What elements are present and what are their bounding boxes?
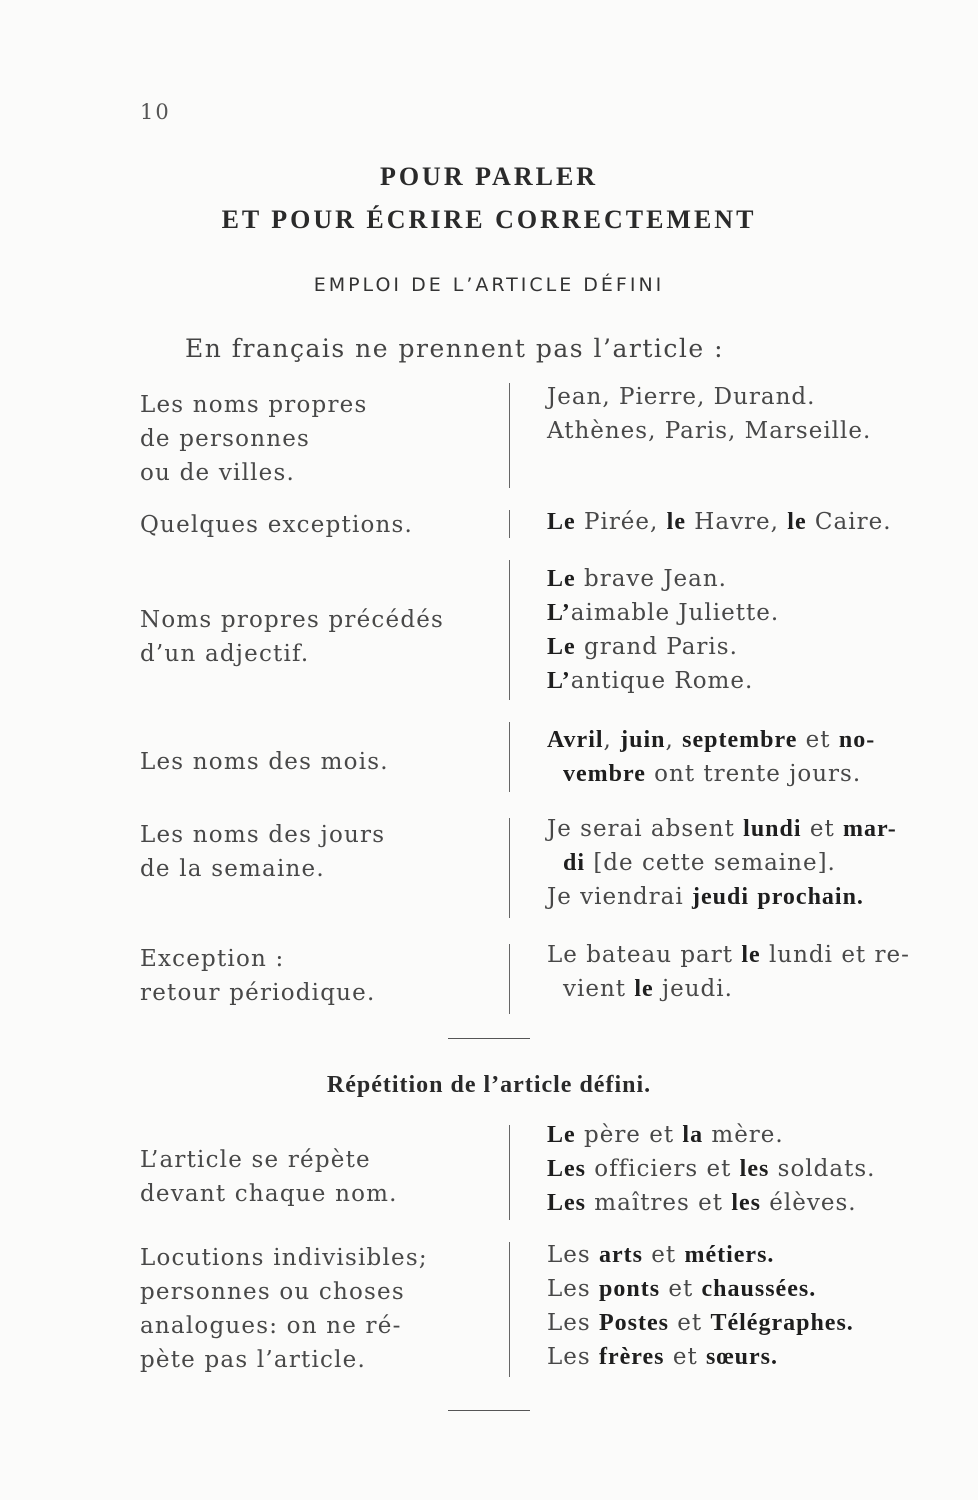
rule-examples: [547, 812, 927, 914]
example-line: [547, 664, 927, 698]
example-text: Athènes, Paris, Marseille.: [547, 418, 872, 444]
column-divider: [509, 722, 510, 792]
article-emphasis: Télégraphes.: [710, 1310, 854, 1336]
article-emphasis: la: [682, 1122, 704, 1148]
column-divider: [509, 510, 510, 538]
example-text: Jean, Pierre, Durand.: [547, 384, 816, 410]
article-emphasis: Le: [547, 566, 576, 592]
rule-examples: [547, 1238, 927, 1374]
article-emphasis: frères: [599, 1344, 665, 1370]
example-line: [547, 723, 927, 757]
article-emphasis: ponts: [599, 1276, 661, 1302]
example-text: brave Jean.: [575, 566, 727, 592]
example-line: [547, 596, 927, 630]
description-line: personnes ou choses: [140, 1279, 405, 1305]
example-text: Havre,: [685, 509, 788, 535]
column-divider: [509, 944, 510, 1014]
example-line: [547, 380, 927, 414]
article-emphasis: Les: [547, 1190, 586, 1216]
article-emphasis: prochain.: [757, 884, 864, 910]
rule-examples: [547, 380, 927, 448]
example-text: lundi et re-: [760, 942, 910, 968]
example-line: [547, 414, 927, 448]
rule-examples: [547, 938, 927, 1006]
article-emphasis: le: [741, 942, 761, 968]
rule-description: [140, 818, 485, 886]
example-text: Pirée,: [575, 509, 667, 535]
description-line: de personnes: [140, 426, 311, 452]
example-text: et: [797, 727, 839, 753]
article-emphasis: L’: [547, 668, 571, 694]
rule-description: [140, 1241, 485, 1377]
section-2-title: Répétition de l’article défini.: [326, 1072, 652, 1098]
example-text: Caire.: [806, 509, 892, 535]
example-line: [547, 562, 927, 596]
subtitle: EMPLOI DE L’ARTICLE DÉFINI: [313, 274, 665, 296]
article-emphasis: Le: [547, 1122, 576, 1148]
example-text: Je viendrai: [547, 884, 693, 910]
description-line: Locutions indivisibles;: [140, 1245, 428, 1271]
example-text: père et: [575, 1122, 683, 1148]
example-line: [547, 938, 927, 972]
description-line: Les noms propres: [140, 392, 368, 418]
example-line: [547, 1186, 927, 1220]
example-line: [547, 1152, 927, 1186]
rule-description: [140, 942, 485, 1010]
example-text: jeudi.: [653, 976, 733, 1002]
rule-description: [140, 603, 485, 671]
rule-description: [140, 388, 485, 490]
article-emphasis: Avril: [547, 727, 604, 753]
rule-description: [140, 508, 485, 542]
description-line: Les noms des mois.: [140, 749, 389, 775]
article-emphasis: mar-: [843, 816, 897, 842]
example-text: ,: [603, 727, 621, 753]
example-text: Les: [547, 1242, 599, 1268]
article-emphasis: le: [634, 976, 654, 1002]
example-line: [547, 1340, 927, 1374]
rule-examples: [547, 505, 927, 539]
example-text: ont trente jours.: [645, 761, 862, 787]
title-line-2: ET POUR ÉCRIRE CORRECTEMENT: [221, 205, 757, 234]
description-line: de la semaine.: [140, 856, 325, 882]
description-line: Exception :: [140, 946, 285, 972]
example-line: [547, 505, 927, 539]
article-emphasis: di: [563, 850, 586, 876]
column-divider: [509, 560, 510, 700]
column-divider: [509, 1242, 510, 1377]
article-emphasis: le: [787, 509, 807, 535]
example-text: et: [664, 1344, 706, 1370]
example-text: Les: [547, 1310, 599, 1336]
example-text: maîtres et: [586, 1190, 732, 1216]
article-emphasis: Le: [547, 634, 576, 660]
column-divider: [509, 818, 510, 918]
description-line: Les noms des jours: [140, 822, 386, 848]
example-text: et: [642, 1242, 685, 1268]
article-emphasis: juin: [620, 727, 666, 753]
description-line: d’un adjectif.: [140, 641, 310, 667]
article-emphasis: vembre: [563, 761, 646, 787]
article-emphasis: lundi: [743, 816, 802, 842]
example-text: et: [801, 816, 844, 842]
example-line: [547, 1118, 927, 1152]
example-text: et: [660, 1276, 702, 1302]
example-text: élèves.: [761, 1190, 857, 1216]
example-line: [547, 1306, 927, 1340]
example-line: [547, 880, 927, 914]
article-emphasis: le: [666, 509, 686, 535]
end-divider: [448, 1410, 530, 1411]
article-emphasis: no-: [838, 727, 876, 753]
article-emphasis: septembre: [682, 727, 798, 753]
example-text: Je serai absent: [547, 816, 744, 842]
article-emphasis: jeudi: [692, 884, 750, 910]
description-line: ou de villes.: [140, 460, 296, 486]
page-number: 10: [140, 100, 171, 124]
title-line-1: POUR PARLER: [379, 162, 599, 191]
example-text: Le bateau part: [547, 942, 742, 968]
example-line: [547, 630, 927, 664]
example-line: [547, 812, 927, 846]
description-line: Quelques exceptions.: [140, 512, 414, 538]
example-line: [547, 846, 927, 880]
example-line: [547, 1272, 927, 1306]
column-divider: [509, 1125, 510, 1220]
rule-examples: [547, 723, 927, 791]
rule-examples: [547, 562, 927, 698]
example-text: [de cette semaine].: [585, 850, 836, 876]
example-line: [547, 1238, 927, 1272]
article-emphasis: Postes: [599, 1310, 669, 1336]
article-emphasis: les: [731, 1190, 761, 1216]
description-line: pète pas l’article.: [140, 1347, 366, 1373]
intro-text: En français ne prennent pas l’article :: [185, 334, 725, 363]
example-text: mère.: [703, 1122, 784, 1148]
rule-examples: [547, 1118, 927, 1220]
article-emphasis: arts: [599, 1242, 643, 1268]
example-text: et: [668, 1310, 711, 1336]
example-text: aimable Juliette.: [570, 600, 780, 626]
example-text: antique Rome.: [570, 668, 754, 694]
description-line: devant chaque nom.: [140, 1181, 398, 1207]
article-emphasis: L’: [547, 600, 571, 626]
section-divider: [448, 1038, 530, 1039]
article-emphasis: chaussées.: [701, 1276, 817, 1302]
example-text: Les: [547, 1276, 599, 1302]
article-emphasis: Les: [547, 1156, 586, 1182]
example-text: vient: [563, 976, 635, 1002]
article-emphasis: Le: [547, 509, 576, 535]
column-divider: [509, 383, 510, 488]
example-text: grand Paris.: [575, 634, 738, 660]
rule-description: [140, 745, 485, 779]
article-emphasis: métiers.: [684, 1242, 775, 1268]
rule-description: [140, 1143, 485, 1211]
example-text: Les: [547, 1344, 599, 1370]
example-line: [547, 757, 927, 791]
article-emphasis: sœurs.: [706, 1344, 779, 1370]
example-text: officiers et: [586, 1156, 740, 1182]
example-text: soldats.: [769, 1156, 876, 1182]
example-line: [547, 972, 927, 1006]
description-line: L’article se répète: [140, 1147, 371, 1173]
description-line: analogues: on ne ré-: [140, 1313, 402, 1339]
description-line: Noms propres précédés: [140, 607, 445, 633]
description-line: retour périodique.: [140, 980, 376, 1006]
article-emphasis: les: [739, 1156, 770, 1182]
example-text: ,: [665, 727, 683, 753]
